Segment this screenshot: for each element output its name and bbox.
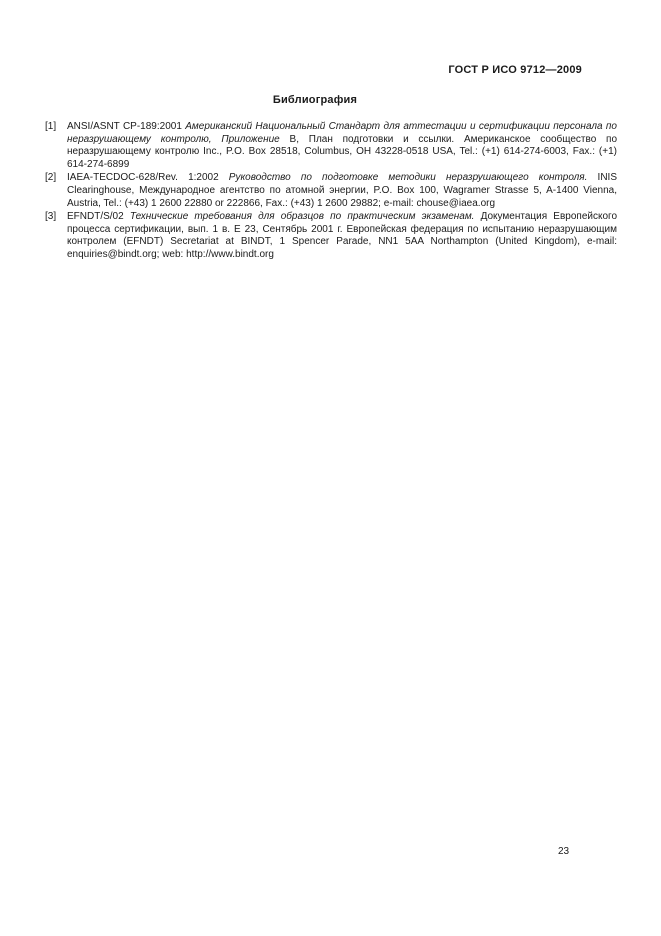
bibliography-entry [45, 211, 617, 261]
entry-text: Документация Европейского процесса сертификации, вып. 1 в. Е 23, Сентябрь 2001 г. Европейская федерация по испытанию неразрушающим контролем (EFNDT) Secretariat at BINDT, 1 Spencer Parade, NN1 5AA Northampton (United Kingdom), e-mail: enquiries@bindt.org; web: http://www.bindt.org [67, 211, 618, 260]
running-header: ГОСТ Р ИСО 9712—2009 [448, 64, 582, 76]
entry-marker: [2] [45, 172, 57, 184]
bibliography-list [45, 121, 617, 263]
entry-ref-code: EFNDT/S/02 [67, 211, 124, 223]
entry-marker: [3] [45, 211, 57, 223]
entry-title-italic: Технические требования для образцов по практическим экзаменам. [129, 211, 475, 223]
entry-ref-code: ANSI/ASNT CP-189:2001 [67, 121, 182, 132]
section-title: Библиография [272, 94, 358, 106]
entry-text: В, План подготовки и ссылки. Американское сообщество по неразрушающему контролю Inc., P.O. Box 28518, Columbus, OH 43228-0518 USA, Tel.: (+1) 614-274-6003, Fax.: (+1) 614-274-6899 [67, 133, 618, 170]
entry-title-italic: Руководство по подготовке методики неразрушающего контроля. [228, 172, 588, 184]
entry-ref-code: IAEA-TECDOC-628/Rev. 1:2002 [67, 172, 219, 184]
bibliography-entry [45, 172, 617, 210]
entry-title-italic: Американский Национальный Стандарт для аттестации и сертификации персонала по неразрушающему контролю, Приложение [67, 121, 617, 145]
bibliography-entry [45, 121, 617, 171]
entry-marker: [1] [45, 121, 57, 132]
page-number: 23 [558, 846, 570, 857]
entry-text: INIS Clearinghouse, Международное агентство по атомной энергии, P.O. Box 100, Wagramer Strasse 5, A-1400 Vienna, Austria, Tel.: (+43) 1 2600 22880 or 222866, Fax.: (+43) 1 2600 29882; e-mail: chouse@iaea.org [67, 172, 617, 209]
